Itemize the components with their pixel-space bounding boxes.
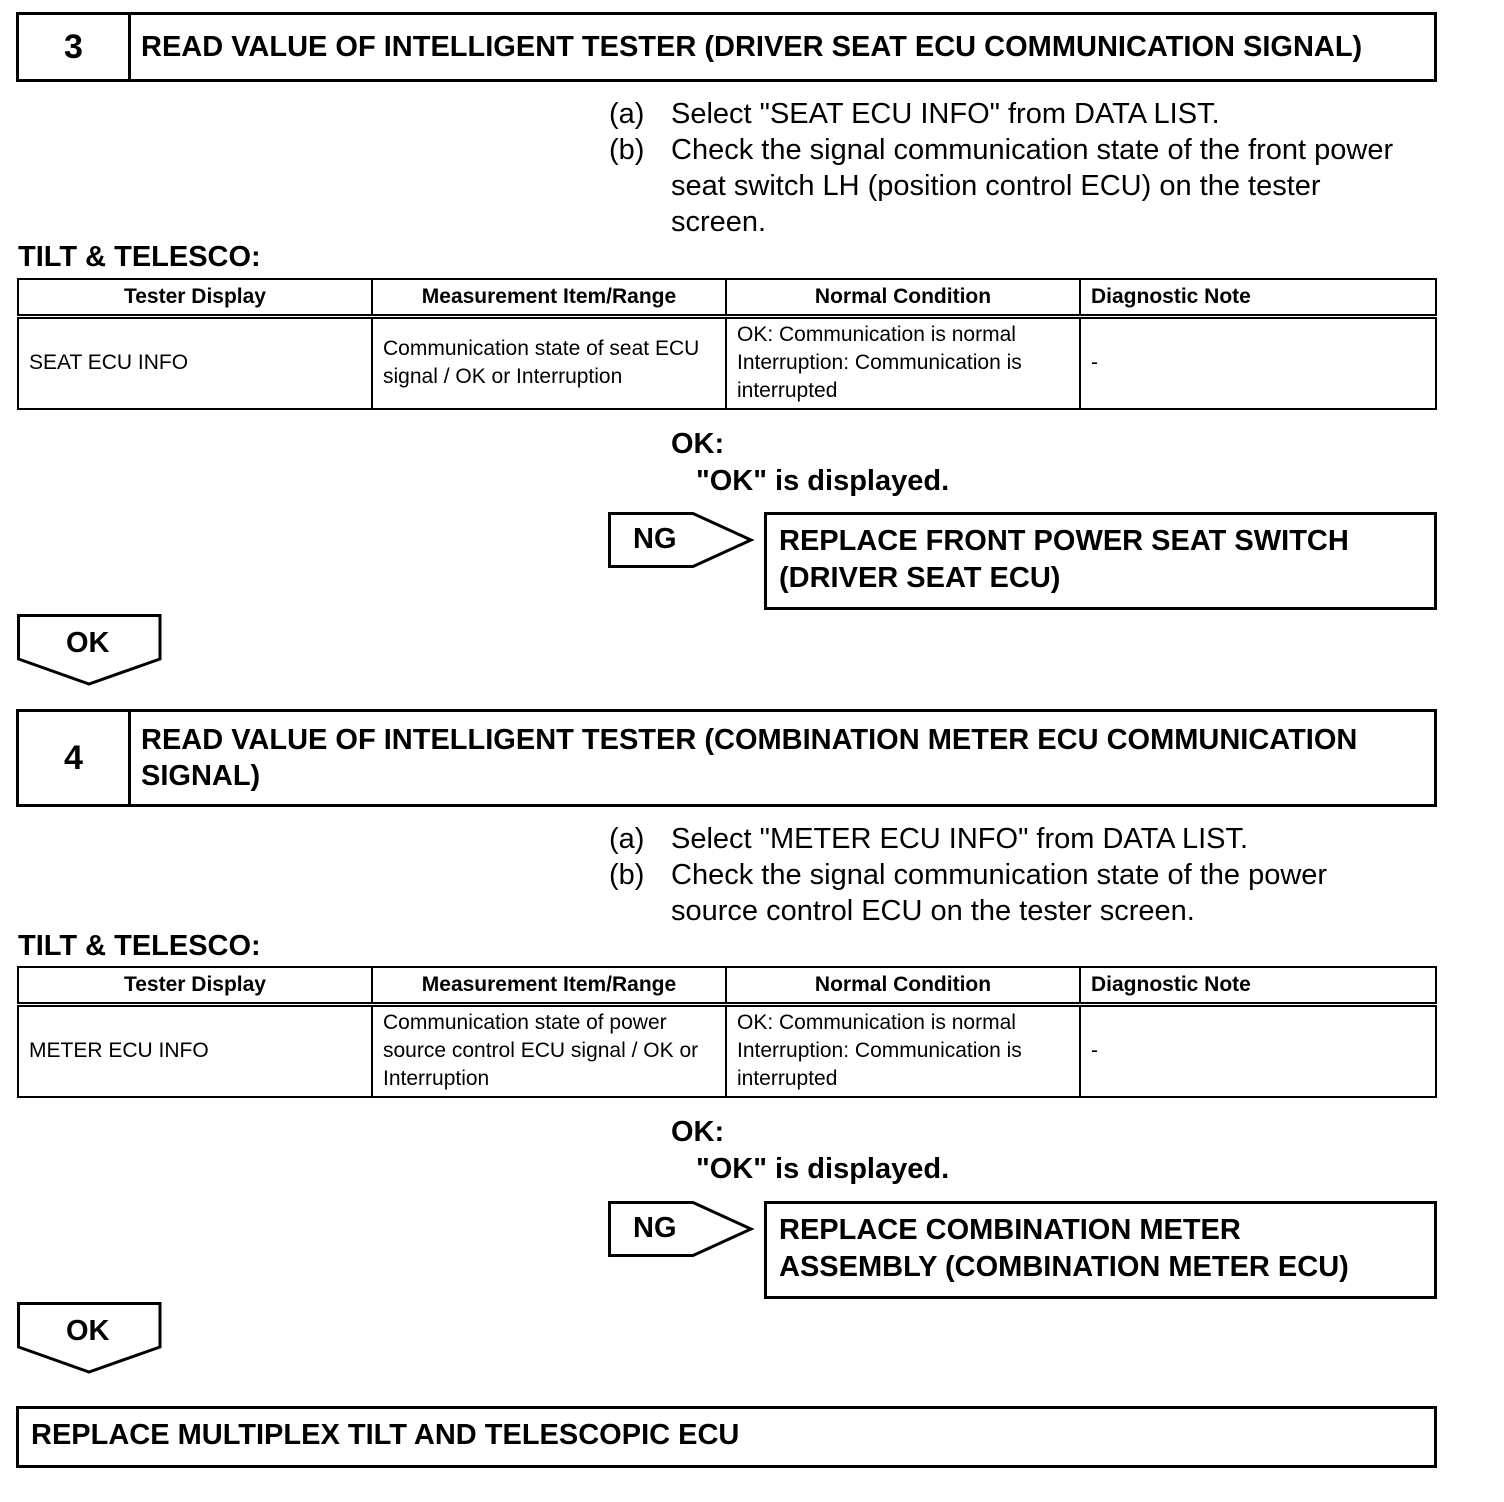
final-action-box: REPLACE MULTIPLEX TILT AND TELESCOPIC ECU <box>16 1406 1437 1468</box>
step-4-ng-arrow-icon <box>608 1201 758 1261</box>
result-line: (DRIVER SEAT ECU) <box>779 562 1061 594</box>
instruction-text-line: screen. <box>671 206 767 238</box>
step-4-number: 4 <box>19 712 131 804</box>
cell-line: interrupted <box>737 1067 838 1091</box>
cell-line: interrupted <box>737 379 838 403</box>
header-measurement: Measurement Item/Range <box>372 279 726 317</box>
cell-line: Communication state of power <box>383 1011 667 1035</box>
cell-line: OK: Communication is normal <box>737 323 1016 347</box>
step-4-ok-heading: OK: <box>671 1116 725 1148</box>
table-row <box>18 1005 1436 1097</box>
table-header-row <box>18 279 1436 317</box>
instruction-marker: (a) <box>609 823 645 855</box>
instruction-marker: (a) <box>609 98 645 130</box>
header-normal-condition: Normal Condition <box>726 279 1080 317</box>
step-4-instruction-b <box>609 857 1489 929</box>
header-tester-display: Tester Display <box>18 279 372 317</box>
step-4-ok-arrow-label: OK <box>66 1315 110 1347</box>
step-3-ng-result <box>764 512 1437 610</box>
cell-line: Interruption: Communication is <box>737 1039 1022 1063</box>
step-4-instruction-a <box>609 821 1489 857</box>
instruction-marker: (b) <box>609 134 645 166</box>
cell-normal-condition <box>726 1005 1080 1097</box>
cell-tester-display: METER ECU INFO <box>18 1005 372 1097</box>
step-3-ng-arrow-icon <box>608 512 758 572</box>
cell-line: Interruption: Communication is <box>737 351 1022 375</box>
instruction-text-line: source control ECU on the tester screen. <box>671 895 1195 927</box>
instruction-text-line: Check the signal communication state of the front power <box>671 134 1394 166</box>
step-4-ng-result <box>764 1201 1437 1299</box>
step-3-instruction-b <box>609 132 1489 240</box>
step-3-title: READ VALUE OF INTELLIGENT TESTER (DRIVER SEAT ECU COMMUNICATION SIGNAL) <box>141 31 1363 63</box>
step-3-instruction-a <box>609 96 1489 132</box>
step-3-number: 3 <box>19 15 131 79</box>
header-measurement: Measurement Item/Range <box>372 967 726 1005</box>
header-diagnostic-note: Diagnostic Note <box>1080 967 1436 1005</box>
step-4-title <box>141 712 1424 804</box>
result-line: ASSEMBLY (COMBINATION METER ECU) <box>779 1251 1349 1283</box>
title-line: SIGNAL) <box>141 760 261 792</box>
table-header-row <box>18 967 1436 1005</box>
instruction-text: Select "SEAT ECU INFO" from DATA LIST. <box>671 98 1220 130</box>
instruction-text: Select "METER ECU INFO" from DATA LIST. <box>671 823 1249 855</box>
step-3-ok-heading: OK: <box>671 428 725 460</box>
header-tester-display: Tester Display <box>18 967 372 1005</box>
table-row <box>18 317 1436 409</box>
step-4-section-label: TILT & TELESCO: <box>18 930 261 962</box>
step-4-ng-label: NG <box>633 1212 677 1244</box>
step-3-ok-text: "OK" is displayed. <box>696 465 950 497</box>
instruction-text-line: seat switch LH (position control ECU) on the tester <box>671 170 1321 202</box>
step-3-ok-arrow-label: OK <box>66 627 110 659</box>
cell-line: Communication state of seat ECU <box>383 337 700 361</box>
cell-line: Interruption <box>383 1067 490 1091</box>
cell-measurement <box>372 1005 726 1097</box>
step-4-spec-table <box>17 966 1437 1098</box>
header-diagnostic-note: Diagnostic Note <box>1080 279 1436 317</box>
result-line: REPLACE FRONT POWER SEAT SWITCH <box>779 525 1349 557</box>
step-4-ok-text: "OK" is displayed. <box>696 1153 950 1185</box>
step-3-ng-label: NG <box>633 523 677 555</box>
step-3-spec-table <box>17 278 1437 410</box>
cell-tester-display: SEAT ECU INFO <box>18 317 372 409</box>
cell-diagnostic-note: - <box>1080 1005 1436 1097</box>
cell-line: signal / OK or Interruption <box>383 365 623 389</box>
result-line: REPLACE COMBINATION METER <box>779 1214 1241 1246</box>
step-3-section-label: TILT & TELESCO: <box>18 241 261 273</box>
cell-normal-condition <box>726 317 1080 409</box>
cell-line: OK: Communication is normal <box>737 1011 1016 1035</box>
cell-diagnostic-note: - <box>1080 317 1436 409</box>
step-4-header <box>16 709 1437 807</box>
instruction-marker: (b) <box>609 859 645 891</box>
cell-measurement <box>372 317 726 409</box>
header-normal-condition: Normal Condition <box>726 967 1080 1005</box>
title-line: READ VALUE OF INTELLIGENT TESTER (COMBINATION METER ECU COMMUNICATION <box>141 724 1358 756</box>
step-3-header <box>16 12 1437 82</box>
instruction-text-line: Check the signal communication state of the power <box>671 859 1328 891</box>
cell-line: source control ECU signal / OK or <box>383 1039 699 1063</box>
